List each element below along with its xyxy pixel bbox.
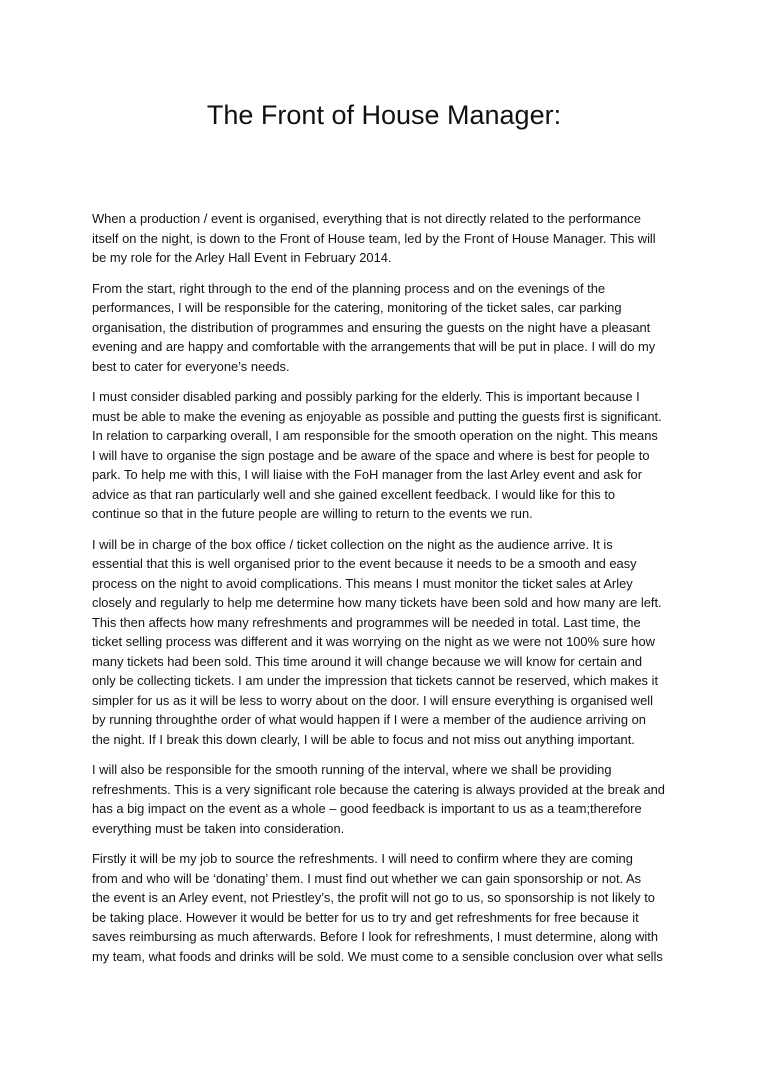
paragraph-line: organisation, the distribution of programmes and ensuring the guests on the night have a pleasant xyxy=(92,319,651,335)
paragraph-line: When a production / event is organised, everything that is not directly related to the performance xyxy=(92,211,641,226)
paragraph-line: In relation to carparking overall, I am responsible for the smooth operation on the night. This means xyxy=(92,428,658,443)
paragraph xyxy=(92,535,682,750)
paragraph xyxy=(92,279,682,377)
paragraph-line: I will also be responsible for the smooth running of the interval, where we shall be providing xyxy=(92,762,612,777)
paragraph-line: From the start, right through to the end of the planning process and on the evenings of the xyxy=(92,280,606,296)
paragraph-line: must be able to make the evening as enjoyable as possible and putting the guests first is significant. xyxy=(92,408,662,424)
paragraph xyxy=(92,387,682,524)
page-title: The Front of House Manager: xyxy=(206,100,562,130)
paragraph-line: be my role for the Arley Hall Event in February 2014. xyxy=(92,250,392,265)
paragraph-line: from and who will be ‘donating’ them. I must find out whether we can gain sponsorship or not. As xyxy=(92,870,642,886)
paragraph-line: the event is an Arley event, not Priestley’s, the profit will not go to us, so sponsorship is not likely to xyxy=(92,890,655,905)
paragraph-line: only be collecting tickets. I am under the impression that tickets cannot be reserved, which makes it xyxy=(92,673,659,688)
paragraph-line: best to cater for everyone’s needs. xyxy=(92,358,290,374)
paragraph-line: continue so that in the future people are willing to return to the events we run. xyxy=(92,506,533,521)
paragraph-line: evening and are happy and comfortable with the arrangements that will be put in place. I will do my xyxy=(92,339,656,354)
paragraph-line: process on the night to avoid complications. This means I must monitor the ticket sales at Arley xyxy=(92,575,633,591)
paragraph-line: closely and regularly to help me determine how many tickets have been sold and how many are left. xyxy=(92,595,662,610)
document-body xyxy=(92,209,682,977)
paragraph-line: simpler for us as it will be less to worry about on the door. I will ensure everything is organised well xyxy=(92,692,654,708)
paragraph-line: This then affects how many refreshments and programmes will be needed in total. Last time, the xyxy=(92,614,641,630)
paragraph-line: I will be in charge of the box office / ticket collection on the night as the audience arrive. It is xyxy=(92,536,613,552)
paragraph-line: I will have to organise the sign postage and be aware of the space and where is best for people to xyxy=(92,447,650,463)
paragraph-line: I must consider disabled parking and possibly parking for the elderly. This is important because I xyxy=(92,389,640,404)
paragraph-line: my team, what foods and drinks will be sold. We must come to a sensible conclusion over what sells xyxy=(92,948,663,964)
paragraph-line: advice as that ran particularly well and she gained excellent feedback. I would like for this to xyxy=(92,486,616,502)
paragraph-line: essential that this is well organised prior to the event because it needs to be a smooth and easy xyxy=(92,556,637,571)
paragraph-line: many tickets had been sold. This time around it will change because we will know for certain and xyxy=(92,653,643,669)
paragraph-line: itself on the night, is down to the Front of House team, led by the Front of House Manager. This will xyxy=(92,230,656,246)
paragraph-line: saves reimbursing as much afterwards. Before I look for refreshments, I must determine, along with xyxy=(92,929,658,944)
paragraph-line: ticket selling process was different and it was worrying on the night as we were not 100% sure how xyxy=(92,634,655,649)
paragraph-line: performances, I will be responsible for the catering, monitoring of the ticket sales, car parking xyxy=(92,300,622,315)
paragraph xyxy=(92,209,682,268)
paragraph-line: has a big impact on the event as a whole – good feedback is important to us as a team;therefore xyxy=(92,801,642,816)
paragraph xyxy=(92,849,682,966)
paragraph-line: by running throughthe order of what would happen if I were a member of the audience arriving on xyxy=(92,712,646,727)
paragraph-line: the night. If I break this down clearly, I will be able to focus and not miss out anything important. xyxy=(92,731,635,747)
paragraph xyxy=(92,760,682,838)
paragraph-line: be taking place. However it would be better for us to try and get refreshments for free because it xyxy=(92,909,639,925)
paragraph-line: refreshments. This is a very significant role because the catering is always provided at the break and xyxy=(92,781,665,797)
paragraph-line: everything must be taken into consideration. xyxy=(92,820,345,836)
paragraph-line: Firstly it will be my job to source the refreshments. I will need to confirm where they are coming xyxy=(92,851,633,866)
paragraph-line: park. To help me with this, I will liaise with the FoH manager from the last Arley event and ask for xyxy=(92,467,643,482)
